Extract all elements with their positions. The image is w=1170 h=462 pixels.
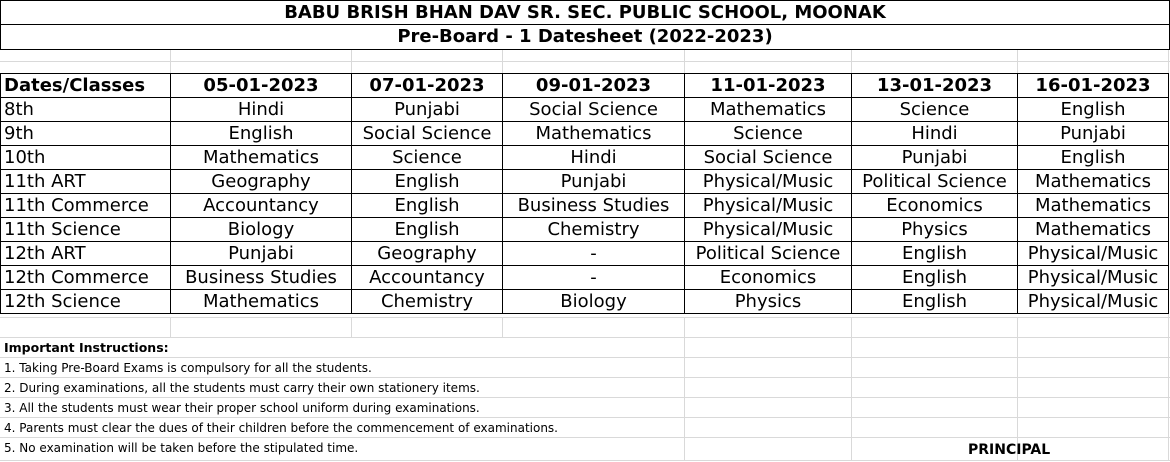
table-row bbox=[1, 170, 1169, 194]
gridline bbox=[1017, 317, 1018, 460]
instruction-item: 4. Parents must clear the dues of their children before the commencement of examinations. bbox=[4, 421, 558, 435]
subject-cell: Physics bbox=[685, 290, 852, 314]
subject-cell: Chemistry bbox=[503, 218, 685, 242]
subject-cell: Physical/Music bbox=[1018, 290, 1169, 314]
table-row bbox=[1, 146, 1169, 170]
subject-cell: English bbox=[352, 170, 503, 194]
subject-cell: Chemistry bbox=[352, 290, 503, 314]
subject-cell: Mathematics bbox=[503, 122, 685, 146]
table-row bbox=[1, 290, 1169, 314]
subject-cell: English bbox=[852, 290, 1018, 314]
gridline bbox=[684, 317, 685, 460]
table-row bbox=[1, 122, 1169, 146]
gridline bbox=[502, 49, 503, 73]
subject-cell: Physical/Music bbox=[685, 170, 852, 194]
subject-cell: Physical/Music bbox=[1018, 266, 1169, 290]
gridline bbox=[0, 61, 1170, 62]
subject-cell: Mathematics bbox=[685, 98, 852, 122]
gridline bbox=[851, 317, 852, 460]
class-name: 12th ART bbox=[1, 242, 171, 266]
subject-cell: English bbox=[1018, 146, 1169, 170]
subject-cell: Mathematics bbox=[1018, 194, 1169, 218]
subject-cell: Science bbox=[352, 146, 503, 170]
date-header: 07-01-2023 bbox=[352, 74, 503, 98]
subject-cell: Economics bbox=[685, 266, 852, 290]
gridline bbox=[0, 337, 1170, 338]
instructions-heading: Important Instructions: bbox=[4, 340, 169, 355]
subject-cell: English bbox=[1018, 98, 1169, 122]
subject-cell: English bbox=[352, 194, 503, 218]
subject-cell: Punjabi bbox=[852, 146, 1018, 170]
subject-cell: Punjabi bbox=[503, 170, 685, 194]
gridline bbox=[684, 49, 685, 73]
subject-cell: Social Science bbox=[352, 122, 503, 146]
subject-cell: Political Science bbox=[852, 170, 1018, 194]
gridline bbox=[0, 317, 1170, 318]
subject-cell: Biology bbox=[171, 218, 352, 242]
subject-cell: Geography bbox=[352, 242, 503, 266]
instruction-item: 2. During examinations, all the students must carry their own stationery items. bbox=[4, 381, 480, 395]
datesheet-table bbox=[0, 73, 1169, 314]
subject-cell: Physics bbox=[852, 218, 1018, 242]
subject-cell: Mathematics bbox=[171, 290, 352, 314]
subject-cell: Mathematics bbox=[1018, 170, 1169, 194]
subject-cell: Hindi bbox=[503, 146, 685, 170]
subject-cell: Political Science bbox=[685, 242, 852, 266]
table-row bbox=[1, 218, 1169, 242]
class-name: 12th Science bbox=[1, 290, 171, 314]
principal-signature-label: PRINCIPAL bbox=[968, 442, 1051, 458]
corner-label: Dates/Classes bbox=[1, 74, 171, 98]
class-name: 11th ART bbox=[1, 170, 171, 194]
subject-cell: Accountancy bbox=[171, 194, 352, 218]
gridline bbox=[1017, 49, 1018, 73]
class-name: 9th bbox=[1, 122, 171, 146]
subject-cell: - bbox=[503, 266, 685, 290]
subject-cell: Science bbox=[852, 98, 1018, 122]
class-name: 8th bbox=[1, 98, 171, 122]
subject-cell: Punjabi bbox=[352, 98, 503, 122]
subject-cell: English bbox=[852, 266, 1018, 290]
table-row bbox=[1, 266, 1169, 290]
subject-cell: Punjabi bbox=[171, 242, 352, 266]
class-name: 11th Science bbox=[1, 218, 171, 242]
gridline bbox=[170, 49, 171, 73]
subject-cell: English bbox=[852, 242, 1018, 266]
class-name: 12th Commerce bbox=[1, 266, 171, 290]
date-header: 13-01-2023 bbox=[852, 74, 1018, 98]
table-row bbox=[1, 242, 1169, 266]
subject-cell: - bbox=[503, 242, 685, 266]
gridline bbox=[0, 460, 1170, 461]
subject-cell: Physical/Music bbox=[685, 218, 852, 242]
date-header: 11-01-2023 bbox=[685, 74, 852, 98]
subject-cell: Business Studies bbox=[171, 266, 352, 290]
date-header: 09-01-2023 bbox=[503, 74, 685, 98]
gridline bbox=[502, 317, 503, 337]
subject-cell: Science bbox=[685, 122, 852, 146]
subject-cell: Biology bbox=[503, 290, 685, 314]
instruction-item: 3. All the students must wear their proper school uniform during examinations. bbox=[4, 401, 480, 415]
instruction-item: 5. No examination will be taken before the stipulated time. bbox=[4, 441, 359, 455]
subject-cell: Social Science bbox=[685, 146, 852, 170]
subject-cell: Business Studies bbox=[503, 194, 685, 218]
subject-cell: English bbox=[171, 122, 352, 146]
gridline bbox=[351, 317, 352, 337]
table-row bbox=[1, 194, 1169, 218]
subject-cell: Physical/Music bbox=[685, 194, 852, 218]
subject-cell: Hindi bbox=[852, 122, 1018, 146]
subject-cell: Accountancy bbox=[352, 266, 503, 290]
date-header: 05-01-2023 bbox=[171, 74, 352, 98]
gridline bbox=[351, 49, 352, 73]
subject-cell: Physical/Music bbox=[1018, 242, 1169, 266]
class-name: 10th bbox=[1, 146, 171, 170]
school-name: BABU BRISH BHAN DAV SR. SEC. PUBLIC SCHOOL, MOONAK bbox=[0, 0, 1170, 26]
class-name: 11th Commerce bbox=[1, 194, 171, 218]
subject-cell: Punjabi bbox=[1018, 122, 1169, 146]
header-row bbox=[1, 74, 1169, 98]
subject-cell: Economics bbox=[852, 194, 1018, 218]
subject-cell: Hindi bbox=[171, 98, 352, 122]
subject-cell: Mathematics bbox=[171, 146, 352, 170]
table-row bbox=[1, 98, 1169, 122]
instruction-item: 1. Taking Pre-Board Exams is compulsory for all the students. bbox=[4, 361, 372, 375]
subject-cell: Geography bbox=[171, 170, 352, 194]
subject-cell: Mathematics bbox=[1018, 218, 1169, 242]
gridline bbox=[170, 317, 171, 337]
date-header: 16-01-2023 bbox=[1018, 74, 1169, 98]
gridline bbox=[851, 49, 852, 73]
datesheet-title: Pre-Board - 1 Datesheet (2022-2023) bbox=[0, 24, 1170, 50]
subject-cell: English bbox=[352, 218, 503, 242]
subject-cell: Social Science bbox=[503, 98, 685, 122]
